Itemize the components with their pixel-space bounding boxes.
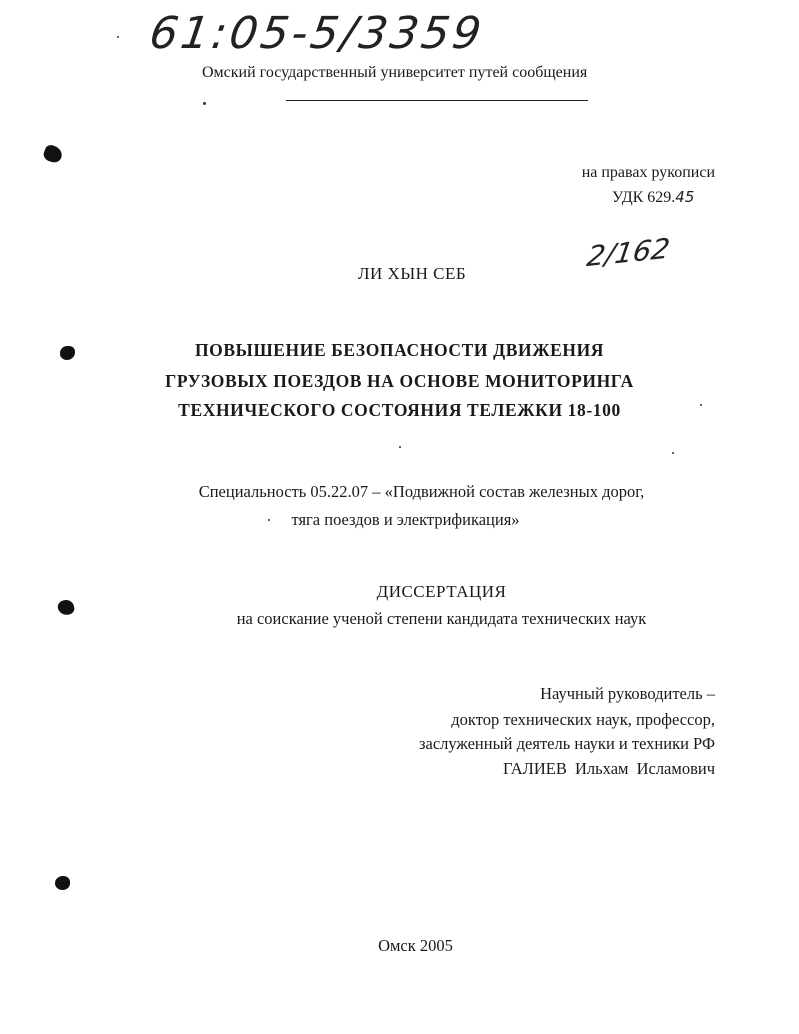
handwritten-archive-number [146,8,487,59]
degree-line: на соискание ученой степени кандидата технических наук [236,609,647,628]
binding-hole-mark-1 [42,143,64,164]
udc-handwritten: 45 [675,188,695,206]
manuscript-note: на правах рукописи [581,164,715,181]
scan-speck [700,404,702,406]
university-name: Омский государственный университет путей сообщения [202,64,588,81]
binding-hole-mark-4 [55,876,70,890]
advisor-line-2: доктор технических наук, профессор, [451,710,715,729]
scan-speck [672,452,674,454]
archive-number-text: 61:05-5/3359 [146,8,488,59]
university-underline [286,100,588,101]
handwritten-initials: 2/162 [584,231,672,274]
dissertation-title-line-3: ТЕХНИЧЕСКОГО СОСТОЯНИЯ ТЕЛЕЖКИ 18-100 [178,400,621,420]
scan-speck [117,36,119,38]
advisor-line-4: ГАЛИЕВ Ильхам Исламович [503,759,715,778]
scan-speck [399,446,401,448]
advisor-line-3: заслуженный деятель науки и техники РФ [419,734,715,753]
dissertation-title-line-2: ГРУЗОВЫХ ПОЕЗДОВ НА ОСНОВЕ МОНИТОРИНГА [165,371,634,391]
udc-line [612,188,694,207]
advisor-line-1: Научный руководитель – [540,684,715,703]
specialty-line-2: тяга поездов и электрификация» [291,510,520,529]
city-year: Омск 2005 [378,936,453,955]
specialty-line-1: Специальность 05.22.07 – «Подвижной состав железных дорог, [198,482,645,501]
author-name: ЛИ ХЫН СЕБ [358,264,467,283]
scan-speck [268,519,270,521]
work-type: ДИССЕРТАЦИЯ [376,582,507,601]
dissertation-title-line-1: ПОВЫШЕНИЕ БЕЗОПАСНОСТИ ДВИЖЕНИЯ [194,340,605,360]
udc-label: УДК 629. [612,189,676,206]
scan-speck [203,102,206,105]
